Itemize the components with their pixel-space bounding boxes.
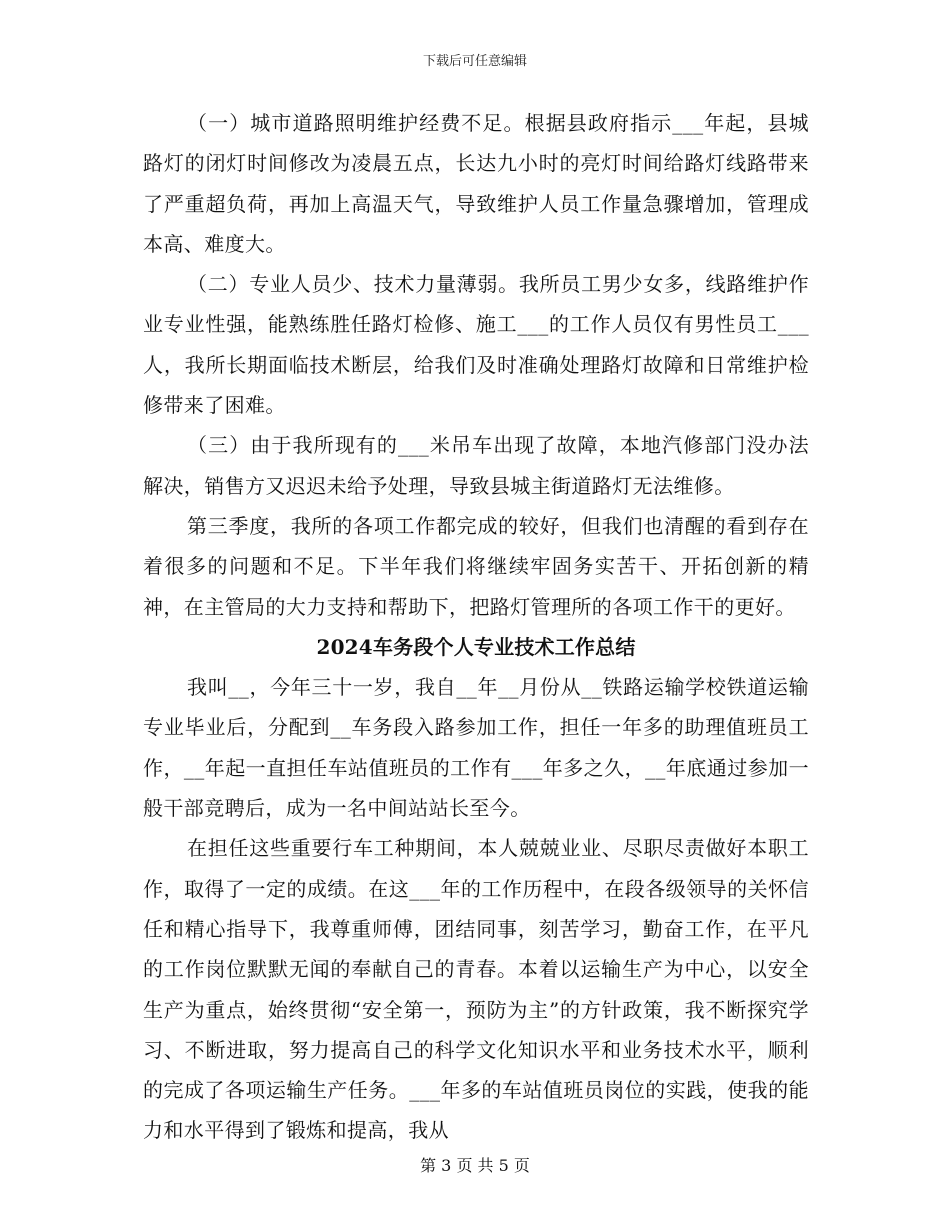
paragraph-issue-3: （三）由于我所现有的___米吊车出现了故障，本地汽修部门没办法解决，销售方又迟迟未给予处理，导致县城主街道路灯无法维修。: [143, 433, 809, 498]
paragraph-work-history: 在担任这些重要行车工种期间，本人兢兢业业、尽职尽责做好本职工作，取得了一定的成绩。在这___年的工作历程中，在段各级领导的关怀信任和精心指导下，我尊重师傅，团结同事，刻苦学习，勤奋工作，在平凡的工作岗位默默无闻的奉献自己的青春。本着以运输生产为中心，以安全生产为重点，始终贯彻“安全第一，预防为主”的方针政策，我不断探究学习、不断进取，努力提高自己的科学文化知识水平和业务技术水平，顺利的完成了各项运输生产任务。___年多的车站值班员岗位的实践，使我的能力和水平得到了锻炼和提高，我从: [143, 836, 809, 1143]
page-header-note: 下载后可任意编辑: [422, 54, 527, 69]
paragraph-conclusion: 第三季度，我所的各项工作都完成的较好，但我们也清醒的看到存在着很多的问题和不足。下半年我们将继续牢固务实苦干、开拓创新的精神，在主管局的大力支持和帮助下，把路灯管理所的各项工作干的更好。: [143, 513, 809, 619]
section-title: 2024车务段个人专业技术工作总结: [316, 634, 636, 659]
paragraph-issue-1: （一）城市道路照明维护经费不足。根据县政府指示___年起，县城路灯的闭灯时间修改为凌晨五点，长达九小时的亮灯时间给路灯线路带来了严重超负荷，再加上高温天气，导致维护人员工作量急骤增加，管理成本高、难度大。: [143, 111, 809, 256]
document-body: [143, 103, 809, 1151]
paragraph-intro: 我叫__，今年三十一岁，我自__年__月份从__铁路运输学校铁道运输专业毕业后，分配到__车务段入路参加工作，担任一年多的助理值班员工作，__年起一直担任车站值班员的工作有___年多之久，__年底通过参加一般干部竞聘后，成为一名中间站站长至今。: [143, 675, 809, 821]
page-number: 第 3 页 共 5 页: [420, 1156, 530, 1175]
paragraph-issue-2: （二）专业人员少、技术力量薄弱。我所员工男少女多，线路维护作业专业性强，能熟练胜任路灯检修、施工___的工作人员仅有男性员工___人，我所长期面临技术断层，给我们及时准确处理路灯故障和日常维护检修带来了困难。: [143, 272, 809, 418]
